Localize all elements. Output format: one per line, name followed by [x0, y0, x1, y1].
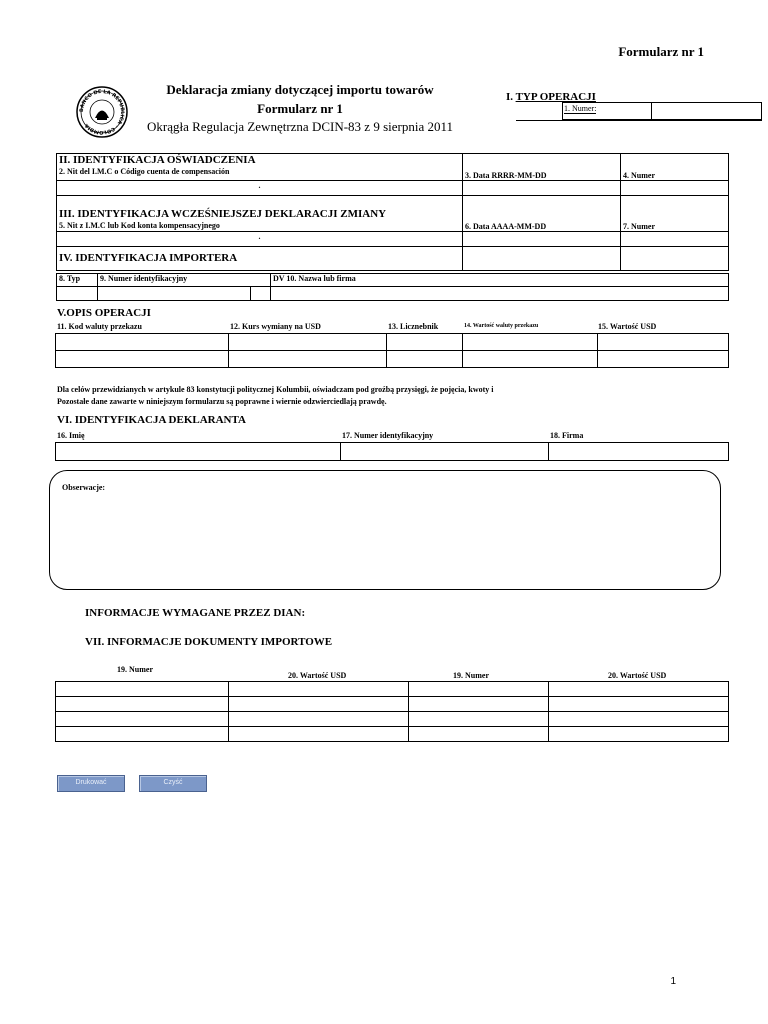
- field14-input[interactable]: [463, 334, 598, 351]
- field2-input[interactable]: .: [57, 181, 463, 196]
- section7-heading: VII. INFORMACJE DOKUMENTY IMPORTOWE: [85, 636, 333, 648]
- declaration-text: Dla celów przewidzianych w artykule 83 konstytucji politycznej Kolumbii, oświadczam pod groźbą przysięgi, że pojęcia, kwoty i Pozostałe dane zawarte w niniejszym formularzu są poprawne i wiernie odzwierciedlają prawdę.: [57, 385, 494, 406]
- section4-spacer: [621, 247, 729, 271]
- field10-label: DV 10. Nazwa lub firma: [271, 274, 729, 287]
- field5-input[interactable]: .: [57, 232, 463, 247]
- doc-cell[interactable]: [409, 727, 549, 742]
- field9-input[interactable]: [98, 287, 251, 301]
- field15-input[interactable]: [598, 334, 729, 351]
- field12-input[interactable]: [229, 334, 387, 351]
- page-number: 1: [670, 976, 676, 987]
- field3-input[interactable]: [463, 181, 621, 196]
- form-subtitle: Formularz nr 1: [257, 101, 343, 116]
- doc-cell[interactable]: [229, 682, 409, 697]
- field17-label: 17. Numer identyfikacyjny: [342, 431, 434, 440]
- sections-2-4-table: [56, 153, 729, 271]
- field10-input[interactable]: [271, 287, 729, 301]
- form-number-label: Formularz nr 1: [618, 44, 704, 59]
- section4-heading: IV. IDENTYFIKACJA IMPORTERA: [59, 252, 238, 264]
- section4-spacer: [463, 247, 621, 271]
- seal-text: BANCO DE LA REPUBLICA · COLOMBIA: [78, 88, 126, 136]
- doc-cell[interactable]: [549, 697, 729, 712]
- field7-label: 7. Numer: [621, 196, 729, 232]
- field5-label: 5. Nit z I.M.C lub Kod konta kompensacyjnego: [59, 221, 220, 230]
- doc-cell[interactable]: [56, 682, 229, 697]
- field7-input[interactable]: [621, 232, 729, 247]
- import-docs-table: [55, 681, 729, 742]
- doc-cell[interactable]: [229, 712, 409, 727]
- form-title: Deklaracja zmiany dotyczącej importu towarów: [166, 82, 434, 97]
- doc-cell[interactable]: [549, 682, 729, 697]
- print-button[interactable]: Drukować: [57, 775, 125, 792]
- doc-cell[interactable]: [549, 727, 729, 742]
- operation-table: [55, 333, 729, 368]
- doc-cell[interactable]: [56, 727, 229, 742]
- field5-cell: [57, 196, 463, 232]
- divider: [516, 120, 762, 121]
- field15-label: 15. Wartość USD: [598, 322, 657, 331]
- field11-input[interactable]: [56, 351, 229, 368]
- section1-heading: I. TYP OPERACJI: [506, 91, 596, 103]
- bank-seal-icon: [75, 85, 129, 139]
- field2-label: 2. Nit del I.M.C o Código cuenta de compensación: [59, 167, 230, 176]
- importer-table: [56, 273, 729, 301]
- field2-cell: [57, 154, 463, 181]
- doc-cell[interactable]: [409, 682, 549, 697]
- col1-label: 19. Numer: [117, 665, 153, 674]
- clear-button[interactable]: Czyść: [139, 775, 207, 792]
- field6-label: 6. Data AAAA-MM-DD: [463, 196, 621, 232]
- field13-label: 13. Licznebnik: [388, 322, 439, 331]
- doc-cell[interactable]: [229, 727, 409, 742]
- field12-input[interactable]: [229, 351, 387, 368]
- doc-cell[interactable]: [549, 712, 729, 727]
- section5-heading: V.OPIS OPERACJI: [57, 307, 151, 319]
- doc-cell[interactable]: [56, 712, 229, 727]
- field16-input[interactable]: [56, 443, 341, 461]
- observations-box[interactable]: [49, 470, 721, 590]
- field18-label: 18. Firma: [550, 431, 584, 440]
- declarant-table: [55, 442, 729, 461]
- section6-heading: VI. IDENTYFIKACJA DEKLARANTA: [57, 414, 246, 426]
- field6-input[interactable]: [463, 232, 621, 247]
- field9-label: 9. Numer identyfikacyjny: [98, 274, 271, 287]
- field12-label: 12. Kurs wymiany na USD: [230, 322, 321, 331]
- field11-input[interactable]: [56, 334, 229, 351]
- form-regulation: Okrągła Regulacja Zewnętrzna DCIN-83 z 9 sierpnia 2011: [147, 119, 453, 134]
- field8-input[interactable]: [57, 287, 98, 301]
- doc-cell[interactable]: [56, 697, 229, 712]
- field17-input[interactable]: [341, 443, 549, 461]
- field14-label: 14. Wartość waluty przekazu: [464, 323, 539, 329]
- field14-input[interactable]: [463, 351, 598, 368]
- field15-input[interactable]: [598, 351, 729, 368]
- field18-input[interactable]: [549, 443, 729, 461]
- field13-input[interactable]: [387, 351, 463, 368]
- field4-label: 4. Numer: [621, 154, 729, 181]
- col3-label: 19. Numer: [453, 671, 489, 680]
- field4-input[interactable]: [621, 181, 729, 196]
- field8-label: 8. Typ: [57, 274, 98, 287]
- dv-input[interactable]: [251, 287, 271, 301]
- observations-label: Obserwacje:: [62, 483, 106, 492]
- doc-cell[interactable]: [409, 712, 549, 727]
- section4-heading-cell: [57, 247, 463, 271]
- field1-label: 1. Numer:: [564, 104, 597, 113]
- field11-label: 11. Kod waluty przekazu: [57, 322, 142, 331]
- doc-cell[interactable]: [409, 697, 549, 712]
- field3-label: 3. Data RRRR-MM-DD: [463, 154, 621, 181]
- doc-cell[interactable]: [229, 697, 409, 712]
- section3-heading: III. IDENTYFIKACJA WCZEŚNIEJSZEJ DEKLARACJI ZMIANY: [59, 208, 387, 220]
- field16-label: 16. Imię: [57, 431, 85, 440]
- col2-label: 20. Wartość USD: [288, 671, 347, 680]
- field13-input[interactable]: [387, 334, 463, 351]
- operation-type-box[interactable]: [562, 102, 762, 120]
- col4-label: 20. Wartość USD: [608, 671, 667, 680]
- section2-heading: II. IDENTYFIKACJA OŚWIADCZENIA: [59, 154, 256, 166]
- dian-heading: INFORMACJE WYMAGANE PRZEZ DIAN:: [85, 607, 306, 619]
